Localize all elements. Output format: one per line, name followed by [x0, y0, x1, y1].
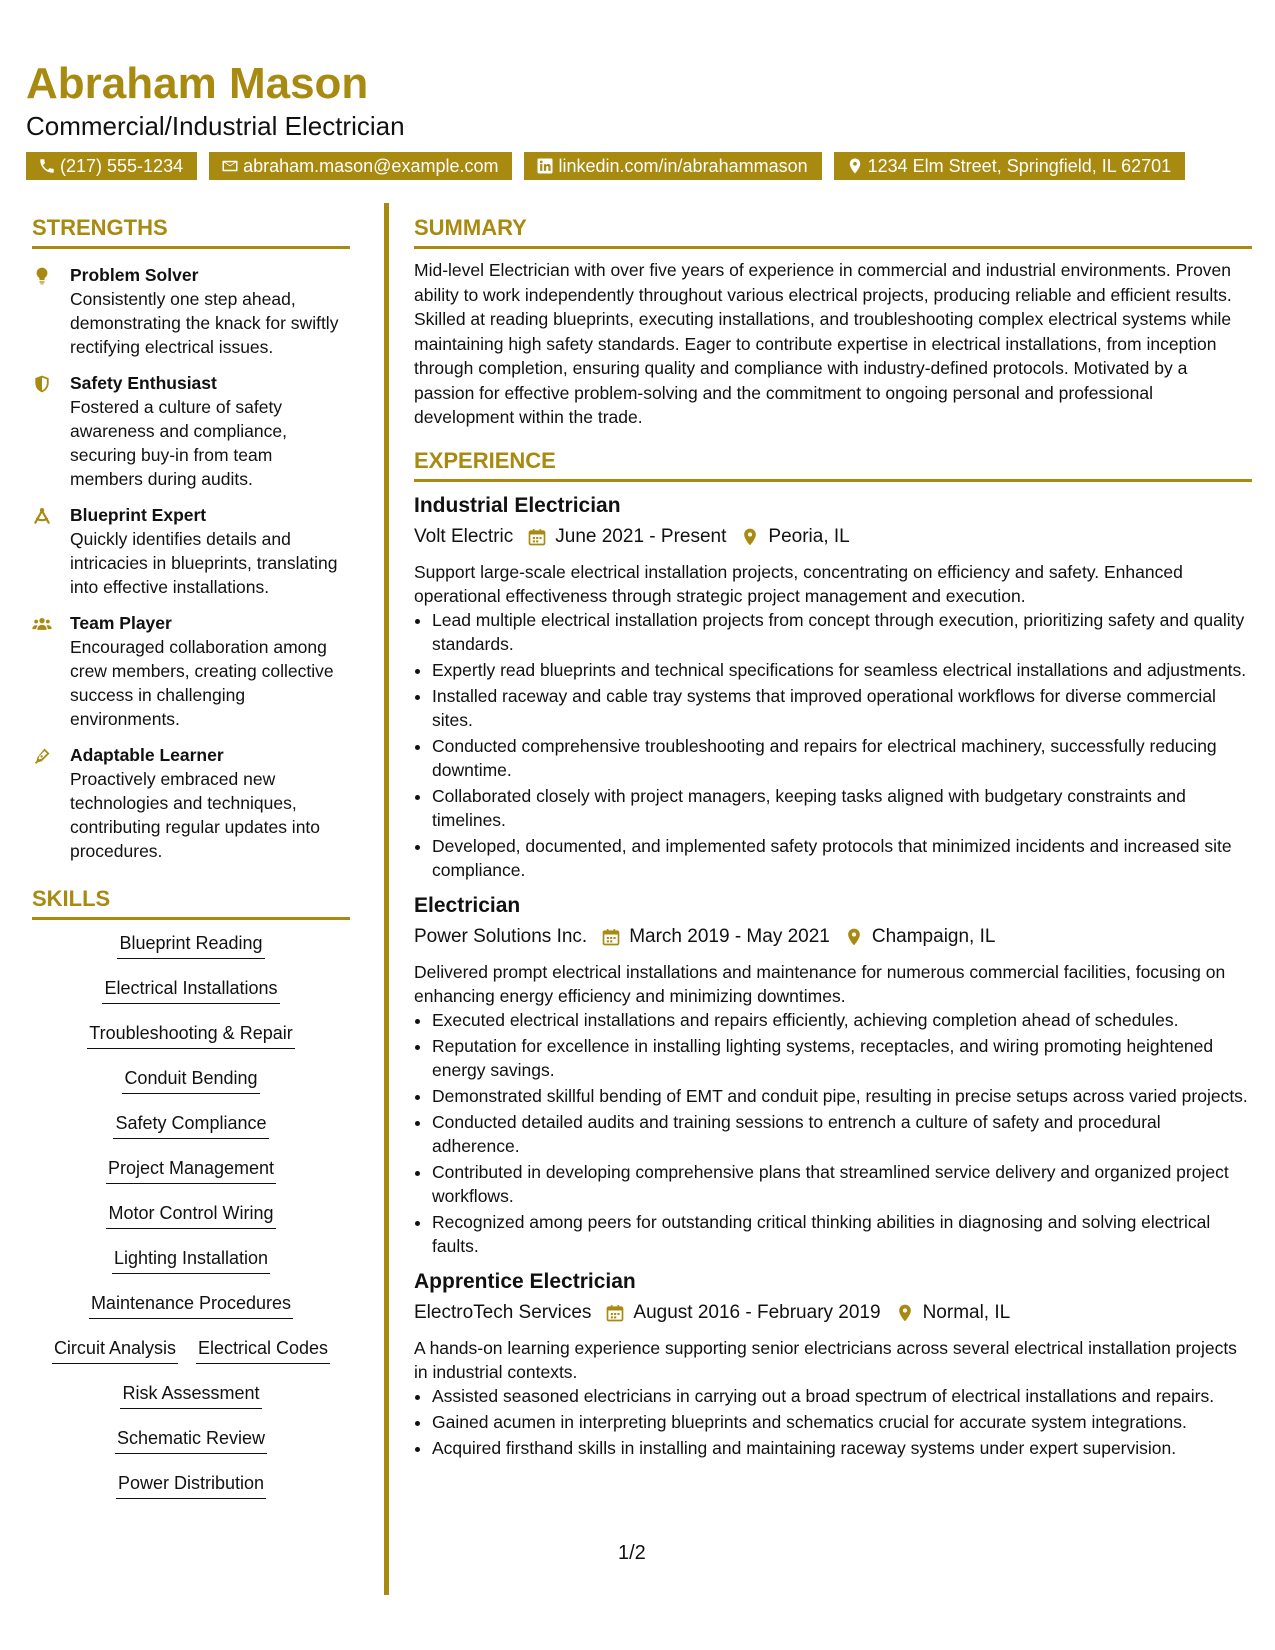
contact-address-text: 1234 Elm Street, Springfield, IL 62701 — [867, 155, 1172, 176]
map-pin-icon — [844, 927, 864, 947]
job-company: Power Solutions Inc. — [414, 925, 588, 947]
right-column — [414, 215, 1252, 1462]
job-meta — [414, 522, 1252, 552]
job-company: Volt Electric — [414, 525, 514, 547]
job-bullet: • Collaborated closely with project managers, keeping tasks aligned with budgetary constraints and timelines. — [432, 784, 1252, 832]
pen-icon — [32, 743, 70, 863]
contact-email[interactable] — [209, 152, 512, 180]
skills-heading: SKILLS — [32, 886, 350, 920]
job-entry — [414, 892, 1252, 1258]
strength-item — [32, 263, 350, 359]
job-bullet: • Lead multiple electrical installation projects from concept through execution, prioritizing safety and quality standards. — [432, 608, 1252, 656]
skill-tag: Blueprint Reading — [117, 932, 264, 959]
contact-email-text: abraham.mason@example.com — [243, 155, 499, 176]
skill-tag: Risk Assessment — [120, 1382, 261, 1409]
strength-description: Proactively embraced new technologies and techniques, contributing regular updates into procedures. — [70, 769, 321, 861]
contact-address[interactable] — [834, 152, 1186, 180]
job-entry — [414, 1268, 1252, 1460]
contact-bar — [26, 152, 1185, 180]
job-bullet: • Demonstrated skillful bending of EMT and conduit pipe, resulting in precise setups across varied projects. — [432, 1084, 1252, 1108]
lightbulb-icon — [32, 263, 70, 359]
job-bullet: • Developed, documented, and implemented safety protocols that minimized incidents and increased site compliance. — [432, 834, 1252, 882]
job-entry — [414, 492, 1252, 882]
skill-tag: Schematic Review — [115, 1427, 267, 1454]
strength-title: Problem Solver — [70, 265, 199, 285]
job-bullet: • Executed electrical installations and repairs efficiently, achieving completion ahead of schedules. — [432, 1008, 1252, 1032]
skill-tag: Electrical Installations — [102, 977, 279, 1004]
skill-tag: Project Management — [106, 1157, 276, 1184]
job-description: A hands-on learning experience supporting senior electricians across several electrical installation projects in industrial contexts. — [414, 1337, 1237, 1382]
strength-item — [32, 743, 350, 863]
job-dates: August 2016 - February 2019 — [633, 1301, 881, 1323]
job-location: Champaign, IL — [871, 925, 996, 947]
skill-tag: Conduit Bending — [122, 1067, 259, 1094]
job-bullet: • Installed raceway and cable tray systems that improved operational workflows for diverse commercial sites. — [432, 684, 1252, 732]
contact-linkedin[interactable] — [524, 152, 821, 180]
strength-description: Quickly identifies details and intricacies in blueprints, translating into effective installations. — [70, 529, 338, 597]
skill-tag: Electrical Codes — [196, 1337, 330, 1364]
job-bullet: • Reputation for excellence in installing lighting systems, receptacles, and wiring promoting heightened energy savings. — [432, 1034, 1252, 1082]
column-divider — [384, 203, 389, 1595]
strength-description: Consistently one step ahead, demonstrating the knack for swiftly rectifying electrical issues. — [70, 289, 339, 357]
map-pin-icon — [846, 157, 864, 175]
skills-list — [32, 932, 350, 1517]
map-pin-icon — [740, 527, 760, 547]
skill-tag: Troubleshooting & Repair — [87, 1022, 294, 1049]
job-dates: June 2021 - Present — [555, 525, 727, 547]
job-location: Normal, IL — [922, 1301, 1011, 1323]
skill-tag: Lighting Installation — [112, 1247, 270, 1274]
skill-tag: Circuit Analysis — [52, 1337, 178, 1364]
page-number: 1/2 — [618, 1542, 646, 1564]
candidate-name: Abraham Mason — [26, 59, 369, 108]
envelope-icon — [221, 157, 239, 175]
phone-icon — [38, 157, 56, 175]
job-location: Peoria, IL — [768, 525, 850, 547]
compass-icon — [32, 503, 70, 599]
job-title: Electrician — [414, 893, 521, 917]
strength-title: Adaptable Learner — [70, 745, 224, 765]
job-bullets — [414, 608, 1252, 882]
strength-title: Blueprint Expert — [70, 505, 207, 525]
job-meta — [414, 1298, 1252, 1328]
job-bullet: • Acquired firsthand skills in installing and maintaining raceway systems under expert supervision. — [432, 1436, 1252, 1460]
strengths-heading: STRENGTHS — [32, 215, 350, 249]
shield-icon — [32, 371, 70, 491]
calendar-icon — [601, 927, 621, 947]
skill-tag: Safety Compliance — [113, 1112, 268, 1139]
contact-phone-text: (217) 555-1234 — [60, 155, 184, 176]
skill-tag: Power Distribution — [116, 1472, 266, 1499]
strength-description: Fostered a culture of safety awareness and compliance, securing buy-in from team members during audits. — [70, 397, 287, 489]
job-bullets — [414, 1008, 1252, 1258]
strength-item — [32, 611, 350, 731]
job-title: Apprentice Electrician — [414, 1269, 636, 1293]
job-description: Support large-scale electrical installation projects, concentrating on efficiency and safety. Enhanced operational effectiveness through strategic project management and execution. — [414, 561, 1183, 606]
job-bullet: • Assisted seasoned electricians in carrying out a broad spectrum of electrical installations and repairs. — [432, 1384, 1252, 1408]
job-bullet: • Contributed in developing comprehensive plans that streamlined service delivery and organized project workflows. — [432, 1160, 1252, 1208]
skill-tag: Maintenance Procedures — [89, 1292, 293, 1319]
users-icon — [32, 611, 70, 731]
experience-heading: EXPERIENCE — [414, 448, 1252, 482]
job-title: Industrial Electrician — [414, 493, 621, 517]
skill-tag: Motor Control Wiring — [106, 1202, 275, 1229]
map-pin-icon — [895, 1303, 915, 1323]
job-dates: March 2019 - May 2021 — [629, 925, 830, 947]
job-bullet: • Recognized among peers for outstanding critical thinking abilities in diagnosing and solving electrical faults. — [432, 1210, 1252, 1258]
contact-linkedin-text: linkedin.com/in/abrahammason — [558, 155, 808, 176]
contact-phone[interactable] — [26, 152, 197, 180]
job-bullet: • Conducted comprehensive troubleshooting and repairs for electrical machinery, successfully reducing downtime. — [432, 734, 1252, 782]
calendar-icon — [605, 1303, 625, 1323]
job-bullet: • Expertly read blueprints and technical specifications for seamless electrical installations and adjustments. — [432, 658, 1252, 682]
linkedin-icon — [536, 157, 554, 175]
strength-item — [32, 503, 350, 599]
job-meta — [414, 922, 1252, 952]
calendar-icon — [527, 527, 547, 547]
summary-heading: SUMMARY — [414, 215, 1252, 249]
job-bullet: • Gained acumen in interpreting blueprints and schematics crucial for accurate system integrations. — [432, 1410, 1252, 1434]
strength-title: Team Player — [70, 613, 172, 633]
job-bullet: • Conducted detailed audits and training sessions to entrench a culture of safety and procedural adherence. — [432, 1110, 1252, 1158]
candidate-title: Commercial/Industrial Electrician — [26, 111, 405, 141]
summary-text: Mid-level Electrician with over five years of experience in commercial and industrial environments. Proven ability to work independently throughout various electrical projects, producing reliable and efficient results. Skilled at reading blueprints, executing installations, and troubleshooting complex electrical systems while maintaining high safety standards. Eager to contribute expertise in electrical installations, from inception through completion, ensuring quality and compliance with industry-defined protocols. Motivated by a passion for effective problem-solving and the commitment to ongoing personal and professional development within the trade. — [414, 260, 1232, 427]
job-description: Delivered prompt electrical installations and maintenance for numerous commercial facilities, focusing on enhancing energy efficiency and minimizing downtimes. — [414, 961, 1226, 1006]
job-bullets — [414, 1384, 1252, 1460]
left-column — [32, 215, 350, 1517]
strength-item — [32, 371, 350, 491]
strength-title: Safety Enthusiast — [70, 373, 217, 393]
strength-description: Encouraged collaboration among crew members, creating collective success in challenging environments. — [70, 637, 334, 729]
job-company: ElectroTech Services — [414, 1301, 592, 1323]
